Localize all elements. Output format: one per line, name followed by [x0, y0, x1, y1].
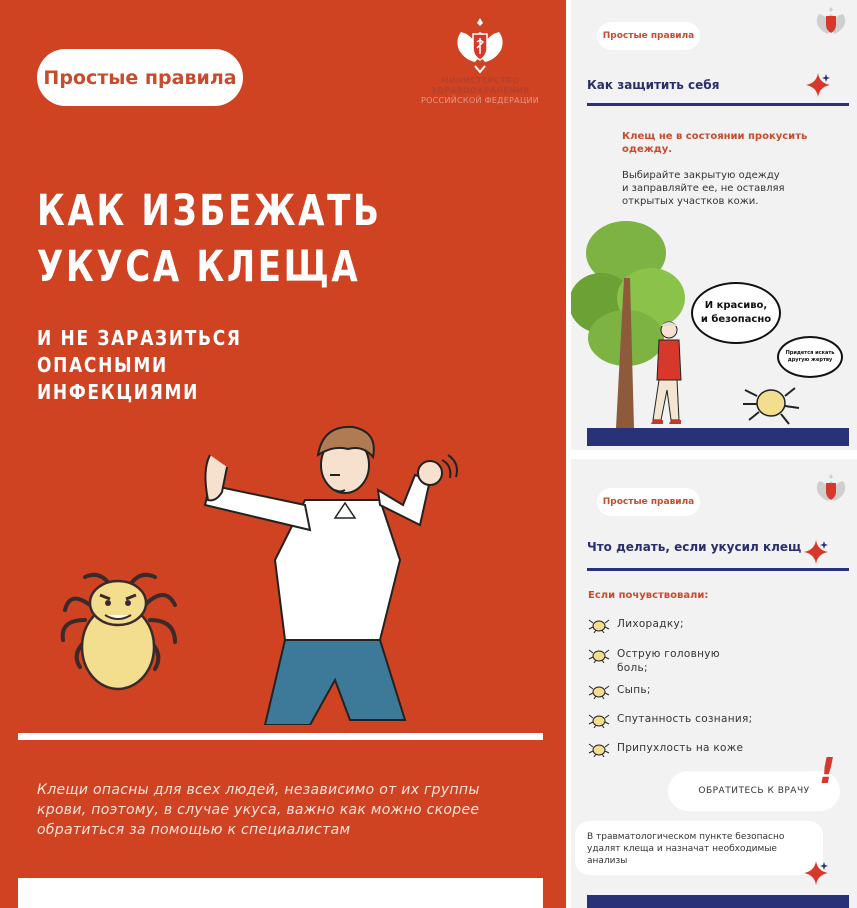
symptom-item: [588, 712, 752, 728]
tick-bullet-icon: [588, 617, 610, 633]
card1-badge: Простые правила: [597, 22, 700, 50]
person-speech-bubble: [691, 282, 781, 344]
card1-title: Как защитить себя: [587, 78, 720, 92]
poster-subtitle-line-2: ОПАСНЫМИ: [37, 353, 168, 377]
card1-title-underline: [587, 103, 849, 106]
card1-red-line-1: Клещ не в состоянии прокусить: [622, 131, 808, 142]
trauma-center-note: В травматологическом пункте безопасно удалят клеща и назначат необходимые анализы: [575, 821, 823, 875]
symptom-item: [588, 647, 737, 675]
coat-of-arms-icon: [451, 14, 509, 76]
card1-gray-line-2: и заправляйте ее, не оставляя: [622, 183, 785, 194]
person-bubble-line-2: и безопасно: [700, 314, 772, 325]
card1-gray-line-1: Выбирайте закрытую одежду: [622, 170, 780, 181]
poster-title-line-1: КАК ИЗБЕЖАТЬ: [37, 186, 382, 236]
symptom-label: Лихорадку;: [617, 618, 684, 630]
poster-bottom-panel: [18, 878, 543, 908]
card1-gray-line-3: открытых участков кожи.: [622, 196, 759, 207]
card1-red-line-2: одежду.: [622, 144, 673, 155]
coat-of-arms-icon: [813, 4, 849, 44]
card1-red-text: [622, 130, 807, 156]
tick-bullet-icon: [588, 683, 610, 699]
tick-bullet-icon: [588, 647, 610, 663]
ministry-line-3: РОССИЙСКОЙ ФЕДЕРАЦИИ: [420, 96, 540, 105]
man-character-icon: [205, 427, 457, 725]
poster-title: [37, 183, 382, 295]
symptoms-heading: Если почувствовали:: [588, 590, 709, 601]
poster-divider: [18, 733, 543, 740]
tick-speech-bubble: Придется искать другую жертву: [777, 336, 843, 378]
see-doctor-callout: ОБРАТИТЕСЬ К ВРАЧУ: [668, 771, 840, 811]
poster-title-line-2: УКУСА КЛЕЩА: [37, 242, 361, 292]
person-bubble-line-1: И красиво,: [704, 300, 768, 311]
card2-badge: Простые правила: [597, 488, 700, 516]
if-bitten-card: [571, 459, 857, 908]
coat-of-arms-icon: [813, 471, 849, 511]
small-tick-icon: [743, 388, 799, 424]
poster-subtitle-line-3: ИНФЕКЦИЯМИ: [37, 380, 200, 404]
symptom-label: Спутанность сознания;: [617, 713, 753, 725]
exclamation-icon: !: [819, 751, 836, 792]
card1-footer-bar: [587, 429, 849, 446]
symptom-label: Сыпь;: [617, 684, 651, 696]
symptom-item: [588, 683, 651, 699]
symptom-item: [588, 741, 743, 757]
ministry-line-2: ЗДРАВООХРАНЕНИЯ: [430, 86, 530, 95]
sparkle-icon: [803, 860, 829, 886]
poster-footnote: Клещи опасны для всех людей, независимо от их группы крови, поэтому, в случае укуса, важно как можно скорее обратиться за помощью к специалистам: [37, 782, 480, 838]
ministry-line-1: МИНИСТЕРСТВО: [440, 76, 520, 85]
poster-subtitle: [37, 325, 242, 406]
protect-yourself-card: [571, 0, 857, 450]
symptom-label: Припухлость на коже: [617, 742, 744, 754]
card2-footer-bar: [587, 895, 849, 908]
poster-subtitle-line-1: И НЕ ЗАРАЗИТЬСЯ: [37, 326, 242, 350]
tick-character-icon: [63, 575, 175, 689]
sparkle-icon: [805, 72, 831, 98]
man-vs-tick-illustration: [50, 415, 500, 725]
card2-title: Что делать, если укусил клещ: [587, 540, 802, 554]
symptom-label: Острую головную боль;: [617, 648, 720, 674]
symptom-item: [588, 617, 684, 633]
card2-title-underline: [587, 568, 849, 571]
poster-badge: Простые правила: [37, 49, 243, 106]
tick-bullet-icon: [588, 712, 610, 728]
sparkle-icon: [803, 539, 829, 565]
card1-gray-text: [622, 169, 785, 208]
tick-bullet-icon: [588, 741, 610, 757]
ministry-logo: [410, 14, 550, 114]
